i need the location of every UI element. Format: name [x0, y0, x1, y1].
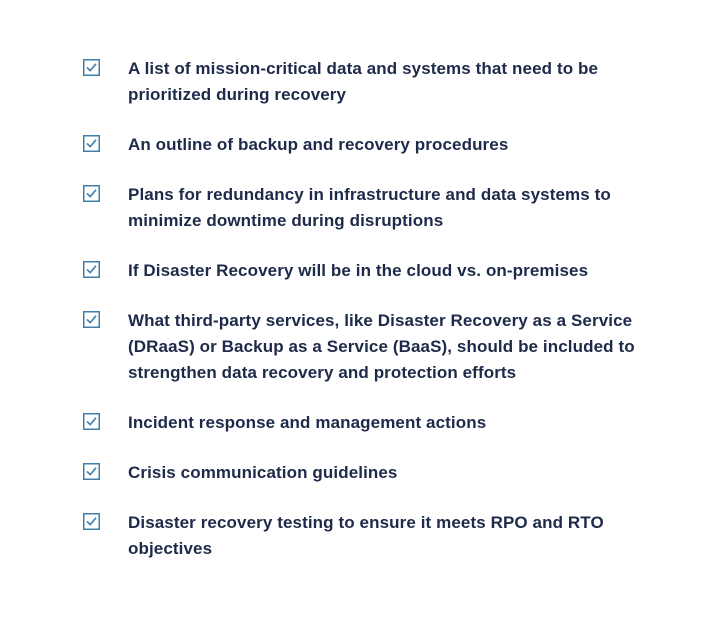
- checklist-item-text: Crisis communication guidelines: [128, 463, 398, 482]
- checkbox-checked-icon: [83, 185, 100, 202]
- checkbox-checked-icon: [83, 135, 100, 152]
- checkbox-checked-icon: [83, 513, 100, 530]
- checklist-item-text: Incident response and management actions: [128, 413, 487, 432]
- checklist-item-text: If Disaster Recovery will be in the cloud vs. on-premises: [128, 261, 589, 280]
- checklist-item-text: A list of mission-critical data and systems that need to be prioritized during recovery: [128, 59, 599, 104]
- checklist-item-text: Disaster recovery testing to ensure it meets RPO and RTO objectives: [128, 513, 604, 558]
- checkbox-checked-icon: [83, 311, 100, 328]
- checklist-item-text: What third-party services, like Disaster Recovery as a Service (DRaaS) or Backup as a Service (BaaS), should be included to strengthen data recovery and protection efforts: [128, 311, 635, 382]
- checklist-item-text: Plans for redundancy in infrastructure and data systems to minimize downtime during disruptions: [128, 185, 611, 230]
- checklist-item-text: An outline of backup and recovery procedures: [128, 135, 509, 154]
- checkbox-checked-icon: [83, 59, 100, 76]
- checkbox-checked-icon: [83, 413, 100, 430]
- checkbox-checked-icon: [83, 463, 100, 480]
- checkbox-checked-icon: [83, 261, 100, 278]
